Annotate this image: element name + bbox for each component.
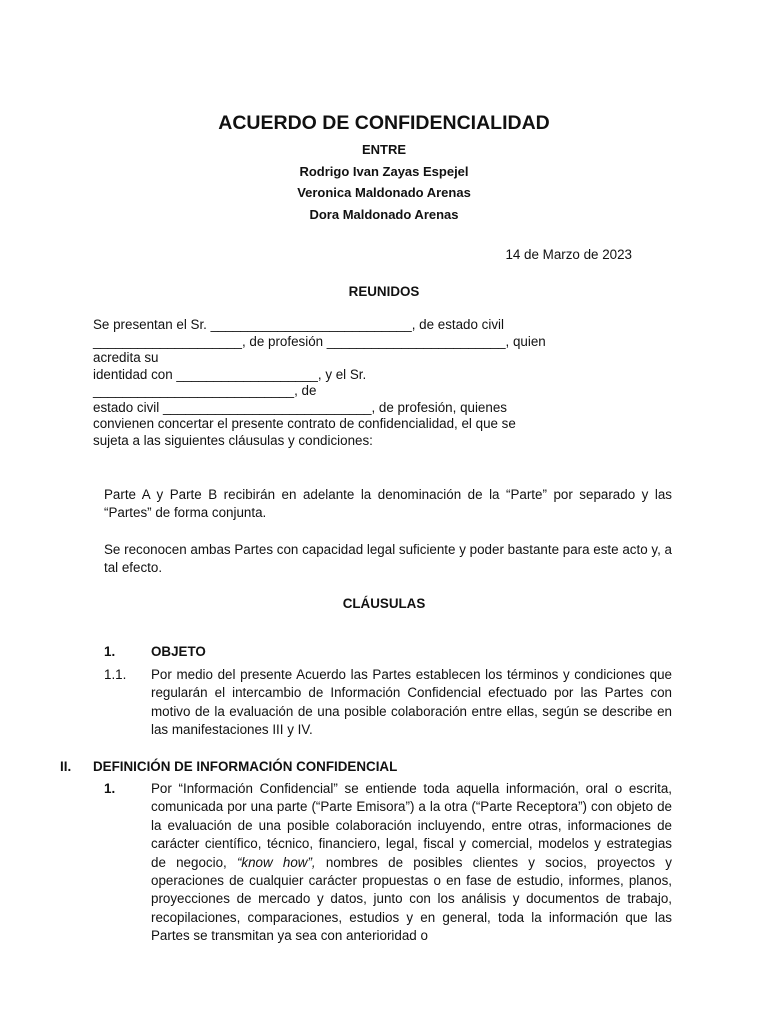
document-title: ACUERDO DE CONFIDENCIALIDAD [218,112,550,134]
intro-line: convienen concertar el presente contrato de confidencialidad, el que se [93,416,516,431]
reunidos-heading: REUNIDOS [348,284,420,299]
clausulas-heading: CLÁUSULAS [342,596,426,611]
party-name: Veronica Maldonado Arenas [297,185,471,200]
intro-line: estado civil ____________________________, de profesión, quienes [93,399,507,415]
clause-text-part: Por “Información Confidencial” se entiende toda aquella información, oral o escrita, comunicada por una parte (“Parte Emisora”) a la otra (“Parte Receptora”) con objeto de la evaluación de una posible colaboración incluyendo, entre otras, informaciones de carácter científico, técnico, financiero, legal, fiscal y comercial, modelos y estrategias de negocio, [151,781,672,870]
document-date: 14 de Marzo de 2023 [505,247,632,262]
clause-text-part: nombres de posibles clientes y socios, proyectos y operaciones de cualquier carácter propuestas o en fase de estudio, informes, planos, proyecciones de mercado y datos, junto con los análisis y documentos de trabajo, recopilaciones, comparaciones, estudios y en general, toda la información que las Partes se transmitan ya sea con anterioridad o [151,854,672,944]
section-title: OBJETO [151,644,206,659]
clause-text: Por medio del presente Acuerdo las Partes establecen los términos y condiciones que regularán el intercambio de Información Confidencial efectuado por las Partes con motivo de la evaluación de una posible colaboración entre ellas, según se describe en las manifestaciones III y IV. [151,667,672,738]
clause-text [151,780,672,946]
clause-number: 1.1. [104,667,127,682]
partes-paragraph: Parte A y Parte B recibirán en adelante la denominación de la “Parte” por separado y las “Partes” de forma conjunta. [104,487,672,521]
intro-line: sujeta a las siguientes cláusulas y condiciones: [93,432,373,448]
intro-line: ____________________, de profesión ________________________, quien [93,333,546,349]
intro-line: ___________________________, de [93,383,317,398]
intro-line: identidad con ___________________, y el Sr. [93,366,367,382]
section-number: II. [60,759,72,774]
intro-paragraph [93,317,546,449]
party-name: Dora Maldonado Arenas [309,207,459,222]
intro-line: Se presentan el Sr. ___________________________, de estado civil [93,317,504,332]
section-number: 1. [104,644,116,659]
clause-number: 1. [104,781,116,796]
know-how-italic: “know how”, [236,854,316,870]
capacidad-paragraph: Se reconocen ambas Partes con capacidad legal suficiente y poder bastante para este acto y, a tal efecto. [104,542,672,576]
party-name: Rodrigo Ivan Zayas Espejel [299,164,469,179]
intro-line: acredita su [93,350,159,365]
section-title: DEFINICIÓN DE INFORMACIÓN CONFIDENCIAL [93,759,398,774]
entre-label: ENTRE [361,142,407,157]
